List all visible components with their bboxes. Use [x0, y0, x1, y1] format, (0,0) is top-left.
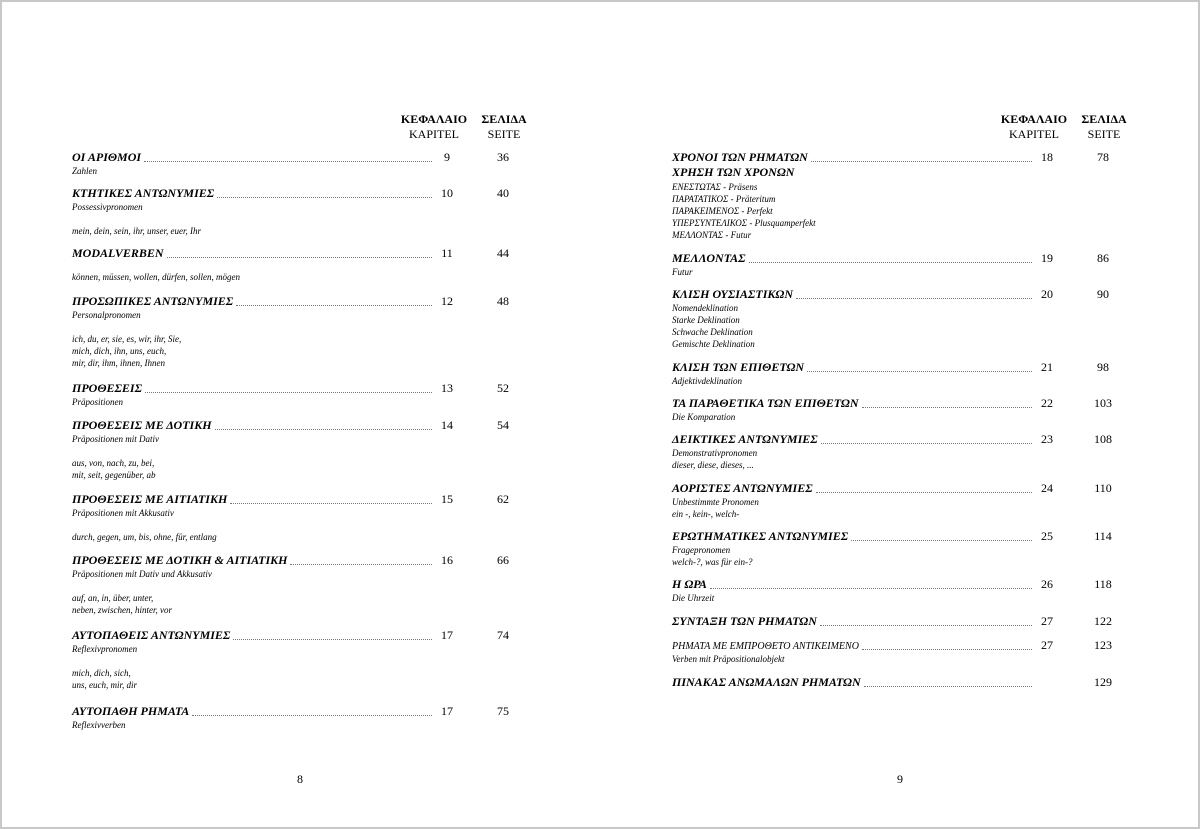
- dot-leader: [230, 503, 432, 504]
- toc-entry[interactable]: [72, 381, 509, 408]
- dot-leader: [811, 161, 1032, 162]
- dot-leader: [233, 639, 432, 640]
- toc-entry-chapter: 17: [441, 704, 453, 718]
- toc-entry-chapter: 16: [441, 553, 453, 567]
- toc-entry-chapter: 9: [444, 150, 450, 164]
- toc-entry-page: 36: [497, 150, 509, 164]
- toc-entry-row: [672, 432, 1058, 447]
- toc-entry-page: 122: [1094, 614, 1112, 628]
- toc-entry[interactable]: [72, 628, 509, 691]
- toc-entry-word-list: neben, zwischen, hinter, vor: [72, 605, 172, 615]
- toc-entry-row: [72, 246, 458, 261]
- toc-entry[interactable]: [672, 529, 1112, 568]
- toc-entry-title[interactable]: ΣΥΝΤΑΞΗ ΤΩΝ ΡΗΜΑΤΩΝ: [672, 614, 817, 628]
- toc-entry-chapter: 26: [1041, 577, 1053, 591]
- toc-entry-chapter: 20: [1041, 287, 1053, 301]
- toc-entry-chapter: 27: [1041, 638, 1053, 652]
- toc-entry-page: 52: [497, 381, 509, 395]
- toc-entry[interactable]: [672, 251, 1109, 278]
- dot-leader: [796, 298, 1032, 299]
- toc-entry[interactable]: [72, 553, 509, 616]
- toc-entry[interactable]: [672, 638, 1112, 665]
- page-number: 9: [897, 772, 903, 786]
- right-page: [600, 0, 1200, 829]
- page-header-german: SEITE: [487, 127, 521, 141]
- toc-entry[interactable]: [72, 704, 509, 731]
- toc-entry-german-label: Die Uhrzeit: [672, 593, 715, 603]
- toc-entry-german-label: ein -, kein-, welch-: [672, 509, 740, 519]
- toc-entry-row: [672, 360, 1058, 375]
- toc-entry-row: [72, 628, 458, 643]
- toc-entry-row: [72, 381, 458, 396]
- toc-entry-page: 129: [1094, 675, 1112, 689]
- toc-entry-word-list: auf, an, in, über, unter,: [72, 593, 154, 603]
- dot-leader: [749, 262, 1032, 263]
- toc-entry-page: 48: [497, 294, 509, 308]
- toc-entry-german-label: Demonstrativpronomen: [672, 448, 758, 458]
- toc-entry-row: [672, 614, 1058, 629]
- toc-entry-title[interactable]: ΟΙ ΑΡΙΘΜΟΙ: [72, 150, 142, 164]
- toc-entry-row: [72, 294, 458, 309]
- toc-entry[interactable]: [672, 614, 1112, 629]
- toc-entry-page: 110: [1094, 481, 1112, 495]
- toc-entry-german-label: Präpositionen mit Akkusativ: [72, 508, 174, 518]
- toc-entry-chapter: 12: [441, 294, 453, 308]
- dot-leader: [862, 649, 1032, 650]
- toc-entry[interactable]: [672, 481, 1112, 520]
- toc-entry[interactable]: [672, 287, 1109, 350]
- toc-entry-german-label: Präpositionen mit Dativ und Akkusativ: [72, 569, 212, 579]
- toc-entry-chapter: 18: [1041, 150, 1053, 164]
- toc-entry-german-label: ΜΕΛΛΟΝΤΑΣ - Futur: [672, 230, 752, 240]
- toc-entry-page: 86: [1097, 251, 1109, 265]
- dot-leader: [236, 305, 432, 306]
- toc-entry-german-label: Schwache Deklination: [672, 327, 753, 337]
- toc-entry-german-label: dieser, diese, dieses, ...: [672, 460, 754, 470]
- dot-leader: [145, 392, 432, 393]
- toc-entry-german-label: Reflexivpronomen: [72, 644, 138, 654]
- toc-entry-page: 75: [497, 704, 509, 718]
- toc-entry-german-label: Possessivpronomen: [72, 202, 143, 212]
- toc-entry-german-label: Reflexivverben: [72, 720, 126, 730]
- toc-entry-row: [672, 287, 1058, 302]
- dot-leader: [864, 686, 1032, 687]
- toc-entry-chapter: 22: [1041, 396, 1053, 410]
- toc-entry-word-list: durch, gegen, um, bis, ohne, für, entlang: [72, 532, 217, 542]
- toc-entry-row: [672, 638, 1058, 653]
- toc-entry-chapter: 17: [441, 628, 453, 642]
- toc-entry-page: 54: [497, 418, 509, 432]
- dot-leader: [820, 625, 1032, 626]
- dot-leader: [851, 540, 1032, 541]
- dot-leader: [217, 197, 432, 198]
- toc-entry-german-label: Nomendeklination: [672, 303, 738, 313]
- toc-entry-word-list: können, müssen, wollen, dürfen, sollen, mögen: [72, 272, 240, 282]
- page-header-german: SEITE: [1087, 127, 1121, 141]
- toc-entry-chapter: 14: [441, 418, 453, 432]
- toc-entry-page: 74: [497, 628, 509, 642]
- toc-entry-german-label: welch-?, was für ein-?: [672, 557, 753, 567]
- toc-entry-word-list: uns, euch, mir, dir: [72, 680, 137, 690]
- dot-leader: [816, 492, 1032, 493]
- dot-leader: [821, 443, 1032, 444]
- toc-entry-german-label: ΥΠΕΡΣΥΝΤΕΛΙΚΟΣ - Plusquamperfekt: [672, 218, 816, 228]
- toc-entry-word-list: mich, dich, ihn, uns, euch,: [72, 346, 167, 356]
- toc-entry[interactable]: [72, 492, 509, 543]
- toc-entry-page: 62: [497, 492, 509, 506]
- toc-entry-page: 108: [1094, 432, 1112, 446]
- dot-leader: [144, 161, 432, 162]
- toc-entry-german-label: Futur: [672, 267, 693, 277]
- toc-entry-title[interactable]: ΠΙΝΑΚΑΣ ΑΝΩΜΑΛΩΝ ΡΗΜΑΤΩΝ: [672, 675, 861, 689]
- toc-entry-title[interactable]: ΑΥΤΟΠΑΘΕΙΣ ΑΝΤΩΝΥΜΙΕΣ: [72, 628, 231, 642]
- page-header-greek: ΣΕΛΙΔΑ: [481, 112, 527, 126]
- toc-entry-word-list: ich, du, er, sie, es, wir, ihr, Sie,: [72, 334, 182, 344]
- toc-entry-word-list: mit, seit, gegenüber, ab: [72, 470, 156, 480]
- page-column-header: [478, 112, 530, 142]
- toc-entry-german-label: Die Komparation: [672, 412, 736, 422]
- toc-entry-chapter: 11: [441, 246, 453, 260]
- toc-entry-chapter: 10: [441, 186, 453, 200]
- toc-entry-title[interactable]: ΚΛΙΣΗ ΟΥΣΙΑΣΤΙΚΩΝ: [672, 287, 793, 301]
- toc-entry-chapter: 25: [1041, 529, 1053, 543]
- toc-entry-title[interactable]: ΠΡΟΘΕΣΕΙΣ: [72, 381, 143, 395]
- toc-entry-german-label: Starke Deklination: [672, 315, 740, 325]
- toc-entry-german-label: Fragepronomen: [672, 545, 731, 555]
- toc-entry-title[interactable]: ΜΕΛΛΟΝΤΑΣ: [672, 251, 746, 265]
- toc-entry-word-list: aus, von, nach, zu, bei,: [72, 458, 155, 468]
- toc-entry-title[interactable]: ΠΡΟΘΕΣΕΙΣ ΜΕ ΔΟΤΙΚΗ: [72, 418, 212, 432]
- page-column-header: [1078, 112, 1130, 142]
- toc-entry-title[interactable]: ΠΡΟΘΕΣΕΙΣ ΜΕ ΑΙΤΙΑΤΙΚΗ: [72, 492, 228, 506]
- toc-entry-row: [72, 704, 458, 719]
- toc-entry-row: [72, 150, 458, 165]
- chapter-header-greek: ΚΕΦΑΛΑΙΟ: [1000, 112, 1068, 126]
- toc-entry[interactable]: [672, 675, 1112, 690]
- toc-entry-page: 103: [1094, 396, 1112, 410]
- toc-entry[interactable]: [72, 246, 509, 283]
- toc-entry-page: 118: [1094, 577, 1112, 591]
- toc-entry-subtitle: ΧΡΗΣΗ ΤΩΝ ΧΡΟΝΩΝ: [672, 165, 795, 179]
- toc-entry-row: [72, 553, 458, 568]
- toc-entry-german-label: Unbestimmte Pronomen: [672, 497, 759, 507]
- toc-entry-chapter: 27: [1041, 614, 1053, 628]
- toc-entry[interactable]: [72, 294, 509, 369]
- toc-entry[interactable]: [72, 418, 509, 481]
- toc-entry-row: [672, 251, 1058, 266]
- toc-entry-german-label: ΠΑΡΑΤΑΤΙΚΟΣ - Präteritum: [672, 194, 776, 204]
- dot-leader: [807, 371, 1032, 372]
- toc-entry-chapter: 21: [1041, 360, 1053, 374]
- toc-entry-german-label: Verben mit Präpositionalobjekt: [672, 654, 785, 664]
- toc-entry-title[interactable]: ΑΥΤΟΠΑΘΗ ΡΗΜΑΤΑ: [72, 704, 190, 718]
- toc-entry[interactable]: [672, 360, 1109, 387]
- toc-entry-chapter: 19: [1041, 251, 1053, 265]
- toc-entry-title[interactable]: ΚΤΗΤΙΚΕΣ ΑΝΤΩΝΥΜΙΕΣ: [72, 186, 215, 200]
- toc-entry-german-label: Präpositionen mit Dativ: [72, 434, 159, 444]
- toc-entry-chapter: 13: [441, 381, 453, 395]
- toc-entry-chapter: 15: [441, 492, 453, 506]
- toc-entry-row: [672, 675, 1058, 690]
- toc-entry-title[interactable]: ΤΑ ΠΑΡΑΘΕΤΙΚΑ ΤΩΝ ΕΠΙΘΕΤΩΝ: [672, 396, 859, 410]
- dot-leader: [290, 564, 432, 565]
- toc-entry-row: [72, 492, 458, 507]
- toc-entry-title[interactable]: ΚΛΙΣΗ ΤΩΝ ΕΠΙΘΕΤΩΝ: [672, 360, 805, 374]
- toc-entry-row: [672, 396, 1058, 411]
- chapter-header-german: KAPITEL: [409, 127, 459, 141]
- dot-leader: [215, 429, 432, 430]
- toc-entry-german-label: Gemischte Deklination: [672, 339, 755, 349]
- toc-entry[interactable]: [672, 577, 1112, 604]
- toc-entry-german-label: Personalpronomen: [72, 310, 141, 320]
- toc-entry[interactable]: [672, 396, 1112, 423]
- toc-entry-title[interactable]: MODALVERBEN: [72, 246, 164, 260]
- toc-entry[interactable]: [72, 150, 509, 177]
- toc-entry-title[interactable]: ΔΕΙΚΤΙΚΕΣ ΑΝΤΩΝΥΜΙΕΣ: [672, 432, 818, 446]
- toc-entry-word-list: mir, dir, ihm, ihnen, Ihnen: [72, 358, 165, 368]
- toc-entry-page: 98: [1097, 360, 1109, 374]
- dot-leader: [167, 257, 432, 258]
- toc-entry-german-label: ΕΝΕΣΤΩΤΑΣ - Präsens: [672, 182, 758, 192]
- chapter-column-header: [998, 112, 1070, 142]
- chapter-header-german: KAPITEL: [1009, 127, 1059, 141]
- toc-entry-row: [72, 418, 458, 433]
- toc-entry-row: [672, 481, 1058, 496]
- page-header-greek: ΣΕΛΙΔΑ: [1081, 112, 1127, 126]
- chapter-column-header: [398, 112, 470, 142]
- toc-entry-german-label: Zahlen: [72, 166, 98, 176]
- toc-entry-german-label: Adjektivdeklination: [672, 376, 742, 386]
- toc-entry-title[interactable]: ΠΡΟΘΕΣΕΙΣ ΜΕ ΔΟΤΙΚΗ & ΑΙΤΙΑΤΙΚΗ: [72, 553, 288, 567]
- toc-entry-row: [672, 529, 1058, 544]
- toc-entry-page: 114: [1094, 529, 1112, 543]
- toc-entry-chapter: 23: [1041, 432, 1053, 446]
- toc-entry-word-list: mich, dich, sich,: [72, 668, 131, 678]
- toc-entry-chapter: 24: [1041, 481, 1053, 495]
- dot-leader: [710, 588, 1032, 589]
- toc-entry-word-list: mein, dein, sein, ihr, unser, euer, Ihr: [72, 226, 201, 236]
- toc-entry-row: [672, 577, 1058, 592]
- toc-entry[interactable]: [672, 432, 1112, 471]
- toc-entry-title[interactable]: ΡΗΜΑΤΑ ΜΕ ΕΜΠΡΟΘΕΤΟ ΑΝΤΙΚΕΙΜΕΝΟ: [672, 641, 859, 652]
- toc-entry-page: 78: [1097, 150, 1109, 164]
- toc-entry-row: [672, 150, 1058, 165]
- toc-entry-german-label: ΠΑΡΑΚΕΙΜΕΝΟΣ - Perfekt: [672, 206, 773, 216]
- toc-entry-page: 40: [497, 186, 509, 200]
- dot-leader: [862, 407, 1033, 408]
- dot-leader: [192, 715, 432, 716]
- toc-entry-german-label: Präpositionen: [72, 397, 123, 407]
- chapter-header-greek: ΚΕΦΑΛΑΙΟ: [400, 112, 468, 126]
- toc-entry-title[interactable]: ΕΡΩΤΗΜΑΤΙΚΕΣ ΑΝΤΩΝΥΜΙΕΣ: [672, 529, 849, 543]
- toc-entry-title[interactable]: ΠΡΟΣΩΠΙΚΕΣ ΑΝΤΩΝΥΜΙΕΣ: [72, 294, 234, 308]
- toc-entry-page: 90: [1097, 287, 1109, 301]
- page-number: 8: [297, 772, 303, 786]
- toc-entry-page: 123: [1094, 638, 1112, 652]
- toc-entry[interactable]: [672, 150, 1109, 241]
- toc-entry-title[interactable]: Η ΩΡΑ: [672, 577, 707, 591]
- toc-entry-row: [72, 186, 458, 201]
- toc-entry-page: 66: [497, 553, 509, 567]
- toc-entry[interactable]: [72, 186, 509, 237]
- toc-entry-title[interactable]: ΧΡΟΝΟΙ ΤΩΝ ΡΗΜΑΤΩΝ: [672, 150, 808, 164]
- toc-entry-page: 44: [497, 246, 509, 260]
- toc-entry-title[interactable]: ΑΟΡΙΣΤΕΣ ΑΝΤΩΝΥΜΙΕΣ: [672, 481, 813, 495]
